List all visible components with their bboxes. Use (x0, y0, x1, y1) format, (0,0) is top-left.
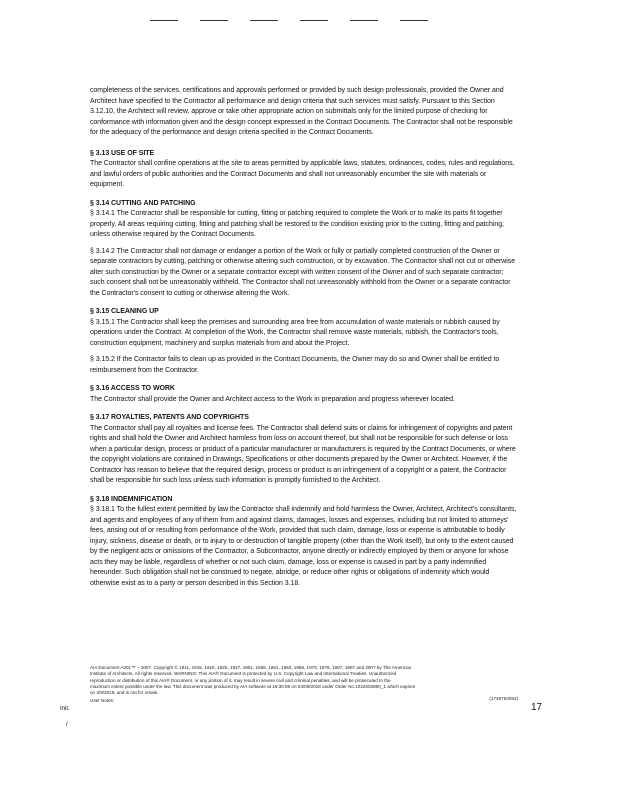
header-rule (150, 20, 178, 21)
section-paragraph: The Contractor shall provide the Owner and Architect access to the Work in preparation and progress wherever located. (90, 395, 455, 403)
section-heading: § 3.18 INDEMNIFICATION (90, 495, 173, 503)
section-paragraph: § 3.15.2 If the Contractor fails to clean up as provided in the Contract Documents, the Owner may do so and Owner shall be entitled to reimbursement from the Contractor. (90, 356, 500, 374)
section-paragraph: The Contractor shall confine operations at the site to areas permitted by applicable laws, statutes, ordinances, codes, rules and regulations, and lawful orders of public authorities and the Contract Documents and shall not unreasonably encumber the site with materials or equipment. (90, 160, 515, 188)
section-heading: § 3.14 CUTTING AND PATCHING (90, 199, 196, 207)
initials-label: Init. (60, 706, 70, 712)
section-3-16 (90, 384, 518, 405)
header-rule (400, 20, 428, 21)
section-paragraph: § 3.14.1 The Contractor shall be responsible for cutting, fitting or patching required to complete the Work or to make its parts fit together properly. All areas requiring cutting, fitting and patching shall be restored to the condition existing prior to the cutting, fitting and patching, unless otherwise required by the Contract Documents. (90, 210, 504, 238)
page-number: 17 (531, 702, 543, 713)
section-paragraph: The Contractor shall pay all royalties and license fees. The Contractor shall defend suits or claims for infringement of copyrights and patent rights and shall hold the Owner and Architect harmless from loss on account thereof, but shall not be responsible for such defense or loss when a particular design, process or product of a particular manufacturer or manufacturers is required by the Contract Documents, or where the copyright violations are contained in Drawings, Specifications or other documents prepared by the Owner or Architect. However, if the Contractor has reason to believe that the required design, process or product is an infringement of a copyright or a patent, the Contractor shall be responsible for such loss unless such information is promptly furnished to the Architect. (90, 424, 516, 484)
header-rules (150, 20, 440, 24)
section-heading: § 3.16 ACCESS TO WORK (90, 385, 175, 392)
section-3-14 (90, 199, 518, 300)
section-heading: § 3.17 ROYALTIES, PATENTS AND COPYRIGHTS (90, 414, 249, 421)
section-3-13 (90, 149, 518, 191)
section-paragraph: § 3.15.1 The Contractor shall keep the premises and surrounding area free from accumulation of waste materials or rubbish caused by operations under the Contract. At completion of the Work, the Contractor shall remove waste materials, rubbish, the Contractor's tools, construction equipment, machinery and surplus materials from and about the Project. (90, 318, 500, 347)
initials-mark: / (66, 722, 68, 728)
document-id: (1749752054) (489, 696, 518, 701)
section-heading: § 3.15 CLEANING UP (90, 308, 159, 315)
section-paragraph: § 3.18.1 To the fullest extent permitted by law the Contractor shall indemnify and hold harmless the Owner, Architect, Architect's consultants, and agents and employees of any of them from and against claims, damages, losses and expenses, including but not limited to attorneys' fees, arising out of or resulting from performance of the Work, provided that such claim, damage, loss or expense is attributable to bodily injury, sickness, disease or death, or to injury to or destruction of tangible property (other than the Work itself), but only to the extent caused by the negligent acts or omissions of the Contractor, a Subcontractor, anyone directly or indirectly employed by them or anyone for whose acts they may be liable, regardless of whether or not such claim, damage, loss or expense is caused in part by a party indemnified hereunder. Such obligation shall not be construed to negate, abridge, or reduce other rights or obligations of indemnity which would otherwise exist as to a party or person described in this Section 3.18. (90, 506, 517, 587)
copyright-footer (90, 665, 518, 705)
header-rule (350, 20, 378, 21)
document-body (90, 86, 518, 597)
section-3-18 (90, 495, 518, 590)
header-rule (200, 20, 228, 21)
section-paragraph: § 3.14.2 The Contractor shall not damage or endanger a portion of the Work or fully or partially completed construction of the Owner or separate contractors by cutting, patching or otherwise altering such construction, or by excavation. The Contractor shall not cut or otherwise alter such construction by the Owner or a separate contractor except with written consent of the Owner and of such separate contractor; such consent shall not be unreasonably withheld. The Contractor shall not unreasonably withhold from the Owner or a separate contractor the Contractor's consent to cutting or otherwise altering the Work. (90, 247, 516, 297)
section-3-17 (90, 413, 518, 487)
header-rule (250, 20, 278, 21)
footer-line: Institute of Architects. All rights reserved. WARNING: This AIA® Document is protected by U.S. Copyright Law and International Treaties. Unauthorized (90, 671, 397, 677)
header-rule (300, 20, 328, 21)
footer-line: maximum extent possible under the law. This document was produced by AIA software at 16:30:59 on 04/09/2018 under Order No.1022003890_1 which expires (90, 683, 415, 689)
section-heading: § 3.13 USE OF SITE (90, 149, 155, 157)
footer-line: reproduction or distribution of this AIA® Document, or any portion of it, may result in severe civil and criminal penalties, and will be prosecuted to the (90, 677, 391, 683)
footer-line: on 3/9/2019, and is not for resale. (90, 690, 159, 696)
section-3-15 (90, 307, 518, 376)
user-notes-label: User Notes: (90, 698, 115, 704)
footer-line: AIA Document A201™ – 2007. Copyright © 1911, 1915, 1918, 1925, 1937, 1951, 1958, 1961, 1963, 1966, 1970, 1976, 1987, 1997 and 2007 by The American (90, 665, 412, 670)
continuation-paragraph: completeness of the services, certifications and approvals performed or provided by such design professionals, provided the Owner and Architect have specified to the Contractor all performance and design criteria that such services must satisfy. Pursuant to this Section 3.12.10, the Architect will review, approve or take other appropriate action on submittals only for the limited purpose of checking for conformance with information given and the design concept expressed in the Contract Documents. The Contractor shall not be responsible for the adequacy of the performance and design criteria specified in the Contract Documents. (90, 87, 513, 136)
